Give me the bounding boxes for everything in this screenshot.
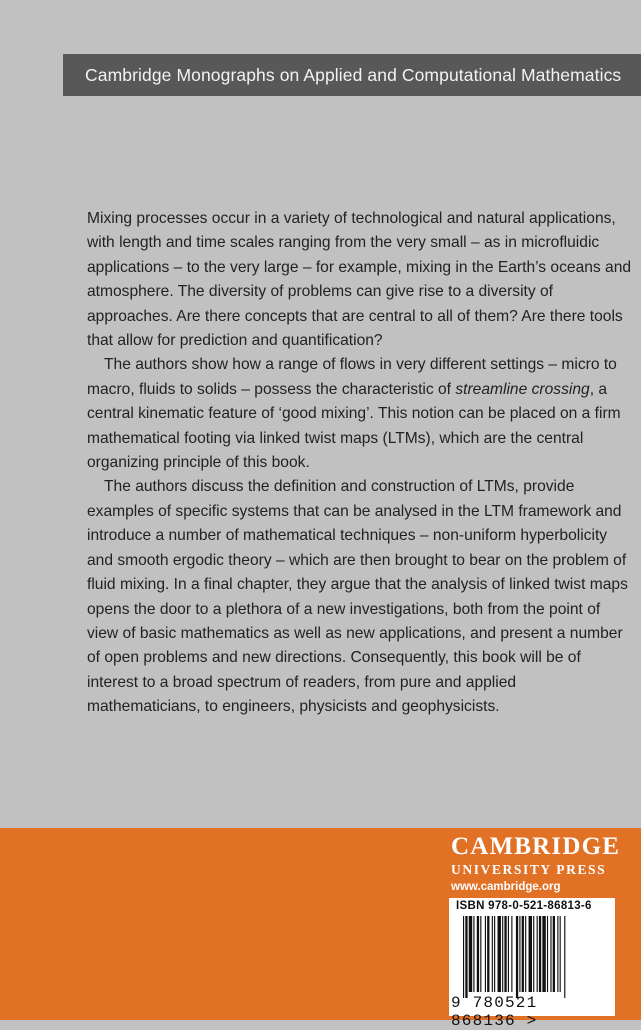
barcode-bar: [473, 916, 474, 992]
barcode-bar: [469, 916, 472, 992]
series-title: Cambridge Monographs on Applied and Computational Mathematics: [85, 65, 622, 85]
barcode-bar: [502, 916, 503, 992]
publisher-footer: [0, 828, 641, 1030]
barcode-bar: [480, 916, 481, 992]
barcode-bar: [487, 916, 489, 992]
barcode-bar: [533, 916, 534, 992]
barcode-bar: [539, 916, 541, 992]
barcode-bar: [529, 916, 532, 992]
publisher-url: www.cambridge.org: [451, 881, 561, 893]
blurb-p2-emphasis: streamline crossing: [455, 380, 590, 398]
barcode-digits: 9 780521 868136 >: [451, 994, 538, 1030]
isbn-barcode: [449, 898, 615, 1030]
barcode-bar: [477, 916, 479, 992]
series-title-bar: [63, 54, 641, 96]
barcode-bar: [537, 916, 538, 992]
barcode-bar: [542, 916, 545, 992]
blurb-paragraph-2: [87, 353, 632, 475]
publisher-name: CAMBRIDGE: [451, 833, 621, 860]
barcode-bar: [508, 916, 509, 992]
blurb-p2-before: The authors show how a range of flows in very different settings – micro to macro, fluids to solids – possess the characteristic of: [87, 356, 617, 398]
barcode-bar: [557, 916, 558, 992]
barcode-bar: [560, 916, 561, 992]
barcode-bar: [498, 916, 501, 992]
barcode-bar: [516, 916, 518, 998]
barcode-bar: [522, 916, 524, 992]
barcode-bar: [525, 916, 526, 992]
barcode-bar: [519, 916, 520, 992]
barcode-bar: [504, 916, 506, 992]
barcode-bar: [494, 916, 495, 992]
blurb-paragraph-3: The authors discuss the definition and construction of LTMs, provide examples of specific systems that can be analysed in the LTM framework and introduce a number of mathematical techniques – non-uniform hyperbolicity and smooth ergodic theory – which are then brought to bear on the problem of fluid mixing. In a final chapter, they argue that the analysis of linked twist maps opens the door to a plethora of a new investigations, both from the point of view of basic mathematics as well as new applications, and present a number of open problems and new directions. Consequently, this book will be of interest to a broad spectrum of readers, from pure and applied mathematicians, to engineers, physicists and geophysicists.: [87, 478, 628, 716]
barcode-bar: [553, 916, 555, 992]
barcode-bar: [550, 916, 551, 992]
barcode-bar: [564, 916, 565, 998]
barcode-bar: [492, 916, 493, 992]
barcode-bar: [485, 916, 486, 992]
barcode-bar: [465, 916, 467, 998]
publisher-subname: UNIVERSITY PRESS: [451, 862, 607, 877]
barcode-bar: [511, 916, 512, 992]
blurb-p2-after: , a central kinematic feature of ‘good mixing’. This notion can be placed on a firm mathematical footing via linked twist maps (LTMs), which are the central organizing principle of this book.: [87, 380, 621, 472]
isbn-label: ISBN 978-0-521-86813-6: [456, 900, 592, 912]
barcode-bar: [547, 916, 548, 992]
back-cover-blurb: [87, 207, 632, 720]
publisher-logo: [451, 832, 621, 896]
barcode-bar: [463, 916, 464, 998]
blurb-paragraph-1: Mixing processes occur in a variety of technological and natural applications, with length and time scales ranging from the very small – as in microfluidic applications – to the very large – for example, mixing in the Earth’s oceans and atmosphere. The diversity of problems can give rise to a diversity of approaches. Are there concepts that are central to all of them? Are there tools that allow for prediction and quantification?: [87, 210, 632, 350]
